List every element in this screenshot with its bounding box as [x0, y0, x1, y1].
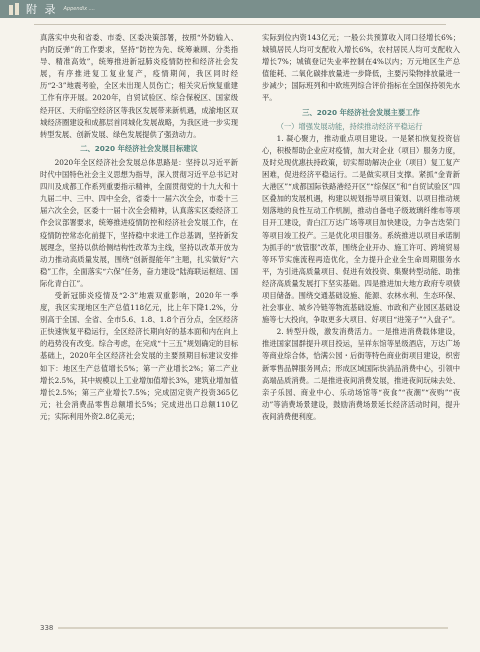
left-column — [40, 32, 238, 423]
footer-bar — [58, 627, 448, 629]
paragraph: 真落实中央和省委、市委、区委决策部署，按照“外防输入、内防反弹”的工作要求，坚持“防控为先、统筹兼顾、分类指导、精准高效”，统筹推进新冠肺炎疫情防控和经济社会发展，有序推进复工复业复产，疫情期间，我区同时经历“2·3”地震考验，全区未出现人员伤亡；相关灾后恢复重建工作有序开展。2020年，自贸试验区、综合保税区、国家级经开区、天府临空经济区等我区发展带来新机遇，成渝地区双城经济圈建设和成都层首同城化发展战略，为我区进一步实现转型发展、创新发展、绿色发展提供了强劲动力。 — [40, 33, 238, 139]
header-subtitle: Appendix .... — [63, 6, 95, 12]
paragraph: 2020年全区经济社会发展总体思路是：坚持以习近平新时代中国特色社会主义思想为指导，深入贯彻习近平总书记对四川及成都工作系列重要指示精神，全面贯彻党的十九大和十九届二中、三中、四中全会，省委十一届六次全会，市委十三届六次全会，区委十一届十次全会精神，认真落实区委经济工作会议部署要求，统筹推进疫情防控和经济社会发展工作，在疫情防控常态化前提下，坚持稳中求进工作总基调，坚持新发展理念，坚持以供给侧结构性改革为主线，坚持以改革开放为动力推动高质量发展，围绕“创新提能年”主题，扎实做好“六稳”工作，全面落实“六保”任务，奋力建设“陆海联运枢纽、国际化青白江”。 — [40, 157, 238, 288]
page-number: 338 — [40, 624, 54, 632]
paragraph: 2. 转型升级，激发消费活力。一是推进消费载体建设，推进国家国群提升项目投运，呈祥东馆等星级酒店，万达广场等商业综合体，恰满公园・后街等特色商业街项目建设，织密新零售品牌服务网点；形成区域国际快消品消费中心，引领中高端品质消费。二是推进夜间消费发展，推进夜间玩味去处、亲子乐园、商业中心、乐动场馆等“夜食”“夜潮”“夜购”“夜动”等消费场景建设，鼓励消费场景延长经济活动时间，提升夜间消费便利度。 — [262, 327, 460, 421]
header-divider — [34, 24, 446, 25]
header-title: 附 录 — [26, 3, 58, 16]
paragraph: 受新冠肺炎疫情及“2·3”地震双重影响，2020年一季度，我区实现地区生产总值118亿元，比上年下降1.2%，分别高于全国、全省、全市5.6、1.8、1.8个百分点，全区经济正快速恢复平稳运行，全区经济长期向好的基本面和内在向上的趋势没有改变。综合考虑，在完成“十三五”规划确定的目标基础上，2020年全区经济社会发展的主要预期目标建议安排如下：地区生产总值增长5%；第一产业增长2%；第二产业增长2.5%，其中规模以上工业增加值增长3%，建筑业增加值增长2.5%；第三产业增长7.5%；完成固定资产投资365亿元；社会消费品零售总额增长5%；完成进出口总额110亿元；实际利用外资2.8亿美元； — [40, 290, 238, 421]
section-heading: 二、2020 年经济社会发展目标建议 — [80, 143, 198, 153]
book-logo-icon — [8, 3, 22, 15]
subsection-heading: （一）增强发展动能，持续推动经济平稳运行 — [276, 121, 423, 131]
paragraph: 1. 凝心聚力，推动重点项目建设。一是紧扣恢复投资信心，积极帮助企业应对疫情，加大对企业（项目）服务力度，及时兑现优惠扶持政策，切实帮助解决企业（项目）复工复产困难，促进经济平稳运行。二是做实项目支撑。紧抓“金青新大港区”“成都国际铁路港经开区”“综保区”和“自贸试验区”四区叠加的发展机遇，构建以规划指导项目策划、以项目推动规划落地的良性互动工作机制，推动自备电子级玻璃纤维布等项目开工建设，青白江万达广场等项目加快建设，力争吉迭荣门等项目竣工投产。三是优化项目服务。系统推进以项目承诺制为抓手的“放管服”改革，围绕企业开办、施工许可、跨境贸易等环节实施流程再造优化，全力提升企业全生命周期服务水平，为引进高质量项目、促进有效投资、集聚转型动能、助推经济高质量发展打下坚实基础。四是推进加大地方政府专项债项目储备。围绕交通基础设施、能源、农林水利、生态环保、社会事业、城乡冷链等物流基础设施、市政和产业园区基础设施等七大投向，争取更多大项目、好项目“进笼子”“入盘子”。 — [262, 133, 460, 325]
section-heading: 三、2020 年经济社会发展主要工作 — [302, 107, 420, 117]
header — [8, 0, 95, 18]
paragraph: 实际到位内资143亿元；一般公共预算收入同口径增长6%；城镇居民人均可支配收入增长6%，农村居民人均可支配收入增长7%；城镇登记失业率控制在4%以内；万元地区生产总值能耗、二氧化碳排放量进一步降低，主要污染物排放量进一步减少；国际班列和中欧班列综合评价指标在全国保持领先水平。 — [262, 33, 460, 103]
right-column — [262, 32, 460, 423]
